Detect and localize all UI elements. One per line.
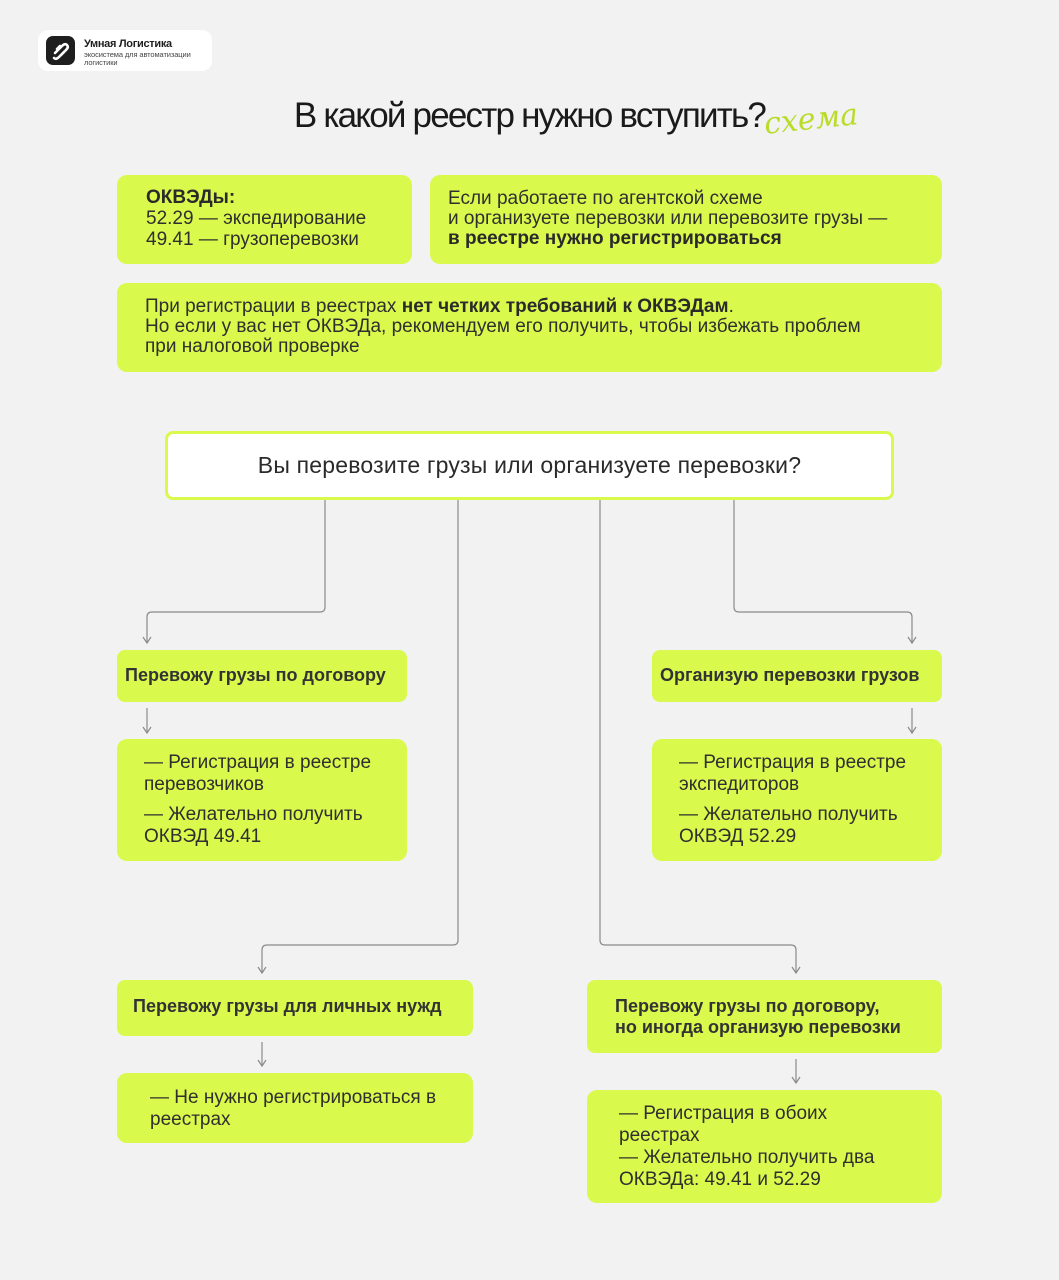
personal-branch-label: Перевожу грузы для личных нужд — [117, 980, 473, 1036]
requirements-text-after: . — [728, 296, 734, 317]
both-result-2: — Желательно получить два ОКВЭДа: 49.41 и 52.29 — [619, 1147, 875, 1190]
title-accent: схема — [762, 97, 860, 142]
requirements-bold: нет четких требований к ОКВЭДам — [401, 296, 729, 317]
connector-to-both — [600, 500, 796, 973]
agent-line-2: и организуете перевозки или перевозите грузы — — [448, 208, 888, 229]
page-title-text: В какой реестр нужно вступить? — [293, 96, 766, 135]
agent-line-1: Если работаете по агентской схеме — [448, 188, 763, 209]
connector-to-personal — [262, 500, 458, 973]
brand-tagline: экосистема для автоматизации логистики — [84, 50, 191, 67]
personal-result-box — [117, 1073, 473, 1143]
requirements-line-2: Но если у вас нет ОКВЭДа, рекомендуем его получить, чтобы избежать проблем — [145, 316, 861, 337]
requirements-text-before: При регистрации в реестрах — [145, 296, 402, 317]
okved-line-2: 49.41 — грузоперевозки — [146, 229, 359, 250]
okved-heading: ОКВЭДы: — [146, 187, 236, 208]
personal-result-1: — Не нужно регистрироваться в реестрах — [150, 1087, 437, 1130]
agent-bold-line: в реестре нужно регистрироваться — [448, 228, 782, 249]
requirements-line-3: при налоговой проверке — [145, 336, 360, 357]
connector-to-carrier — [147, 500, 325, 643]
brand-name: Умная Логистика — [84, 38, 172, 50]
both-result-box — [587, 1090, 942, 1203]
connector-to-forwarder — [734, 500, 912, 643]
both-label-line-2: но иногда организую перевозки — [615, 1017, 901, 1037]
forwarder-result-2: — Желательно получить ОКВЭД 52.29 — [679, 804, 898, 847]
carrier-result-2: — Желательно получить ОКВЭД 49.41 — [144, 804, 363, 847]
both-branch-label — [587, 980, 942, 1053]
carrier-result-box — [117, 739, 407, 861]
carrier-result-1: — Регистрация в реестре перевозчиков — [144, 752, 372, 795]
forwarder-result-box — [652, 739, 942, 861]
forwarder-branch-label: Организую перевозки грузов — [652, 650, 942, 702]
main-question: Вы перевозите грузы или организуете перевозки? — [165, 431, 894, 500]
both-label-line-1: Перевожу грузы по договору, — [615, 996, 880, 1016]
okved-line-1: 52.29 — экспедирование — [146, 208, 367, 229]
forwarder-result-1: — Регистрация в реестре экспедиторов — [679, 752, 907, 795]
both-result-1: — Регистрация в обоих реестрах — [619, 1103, 828, 1146]
carrier-branch-label: Перевожу грузы по договору — [117, 650, 407, 702]
